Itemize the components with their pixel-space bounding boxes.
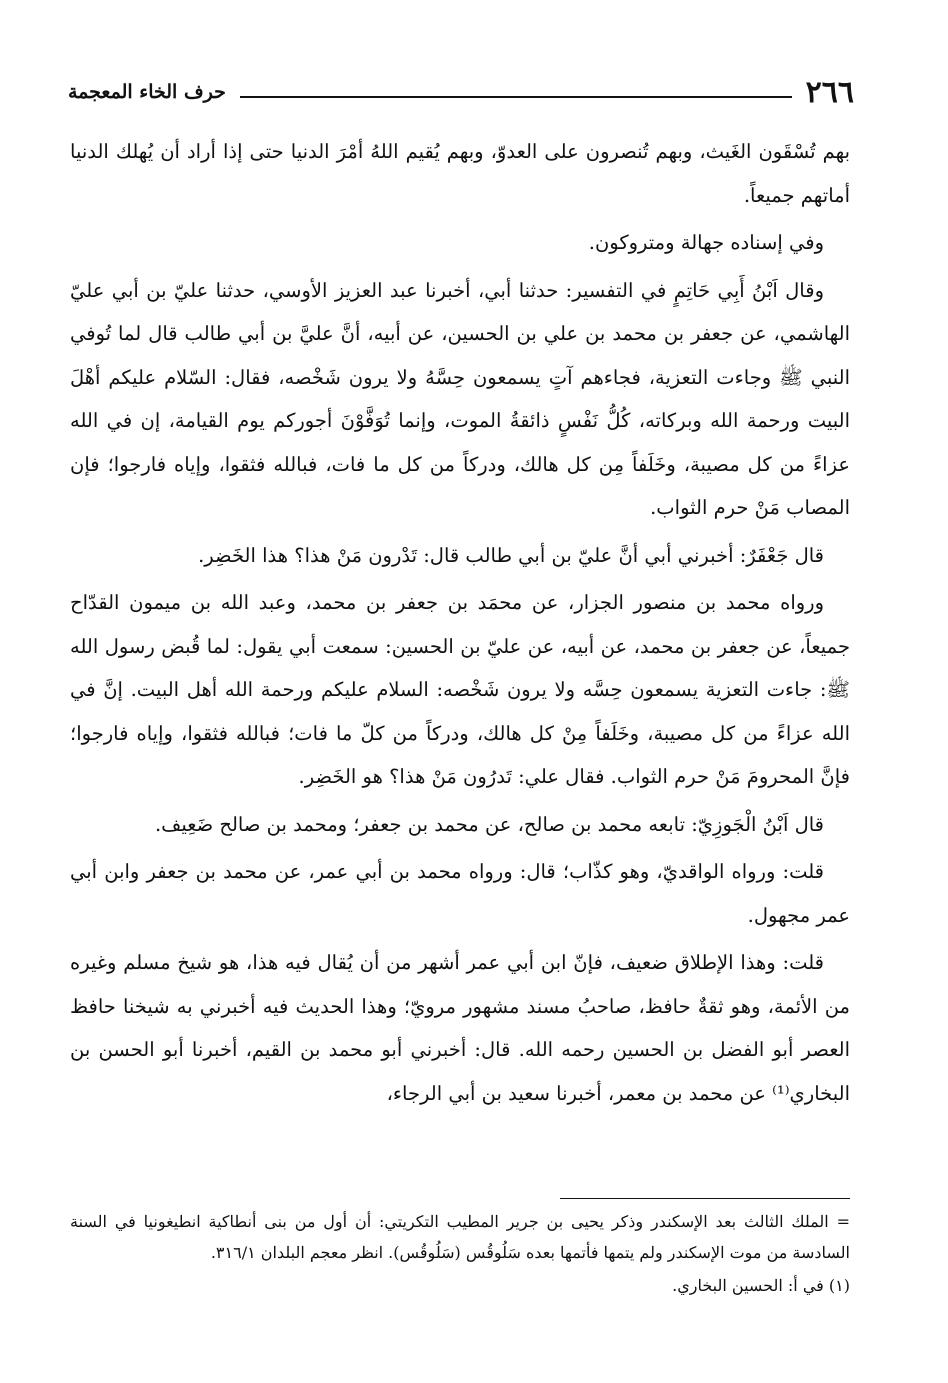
main-text bbox=[70, 130, 850, 1119]
page-header bbox=[68, 72, 854, 112]
page-number: ٢٦٦ bbox=[805, 74, 854, 110]
paragraph: وقال اَبْنُ أَبِي حَاتِمٍ في التفسير: حدثنا أبي، أخبرنا عبد العزيز الأوسي، حدثنا عليّ بن أبي عليّ الهاشمي، عن جعفر بن محمد بن علي بن الحسين، عن أبيه، أنَّ عليَّ بن أبي طالب قال لما تُوفي النبي ﷺ وجاءت التعزية، فجاءهم آتٍ يسمعون حِسَّهُ ولا يرون شَخْصه، فقال: السّلام عليكم أهْلَ البيت ورحمة الله وبركاته، كُلُّ نَفْسٍ ذائقةُ الموت، وإنما تُوَفَّوْنَ أجوركم يوم القيامة، إن في الله عزاءً من كل مصيبة، وخَلَفاً مِن كل هالك، ودركاً من كل ما فات، فبالله فثقوا، وإياه فارجوا؛ فإن المصاب مَنْ حرم الثواب. bbox=[70, 278, 850, 519]
header-rule bbox=[240, 96, 792, 98]
footnote: = الملك الثالث بعد الإسكندر وذكر يحيى بن جرير المطيب التكريتي: أن أول من بنى أنطاكية انطيغونيا في السنة السادسة من موت الإسكندر ولم يتمها فأتمها بعده سَلُوقُس (سَلُوقُس). انظر معجم البلدان ٣١٦/١. bbox=[70, 1212, 851, 1262]
footnote: (١) في أ: الحسين البخاري. bbox=[672, 1276, 850, 1295]
paragraph: بهم تُسْقَون الغَيث، وبهم تُنصرون على العدوّ، وبهم يُقيم اللهُ أمْرَ الدنيا حتى إذا أراد أن يُهلك الدنيا أماتهم جميعاً. bbox=[70, 140, 850, 207]
paragraph: قال جَعْفَرٌ: أخبرني أبي أنَّ عليّ بن أبي طالب قال: تَدْرون مَنْ هذا؟ هذا الخَضِر. bbox=[198, 543, 824, 567]
running-title: حرف الخاء المعجمة bbox=[68, 81, 226, 103]
paragraph: قلت: وهذا الإطلاق ضعيف، فإنّ ابن أبي عمر أشهر من أن يُقال فيه هذا، هو شيخ مسلم وغيره من الأئمة، وهو ثقةٌ حافظ، صاحبُ مسند مشهور مرويّ؛ وهذا الحديث فيه أخبرني به شيخنا حافظ العصر أبو الفضل بن الحسين رحمه الله. قال: أخبرني أبو محمد بن القيم، أخبرنا أبو الحسن بن البخاري⁽¹⁾ عن محمد بن معمر، أخبرنا سعيد بن أبي الرجاء، bbox=[70, 951, 850, 1105]
paragraph: قال اَبْنُ الْجَوزِيّ: تابعه محمد بن صالح، عن محمد بن جعفر؛ ومحمد بن صالح ضَعِيف. bbox=[154, 812, 824, 836]
footnotes bbox=[70, 1206, 850, 1303]
paragraph: ورواه محمد بن منصور الجزار، عن محمَد بن جعفر بن محمد، وعبد الله بن ميمون القدّاح جميعاً، عن جعفر بن محمد، عن أبيه، عن عليّ بن الحسين: سمعت أبي يقول: لما قُبض رسول الله ﷺ: جاءت التعزية يسمعون حِسَّه ولا يرون شَخْصه: السلام عليكم ورحمة الله أهل البيت. إنَّ في الله عزاءً من كل مصيبة، وخَلَفاً مِنْ كل هالك، ودركاً من كلّ ما فات؛ فبالله فثقوا، وإياه فارجوا؛ فإنَّ المحرومَ مَنْ حرم الثواب. فقال علي: تَدرُون مَنْ هذا؟ هو الخَضِر. bbox=[70, 591, 850, 788]
footnote-separator bbox=[560, 1198, 850, 1199]
paragraph: قلت: ورواه الواقديّ، وهو كذّاب؛ قال: ورواه محمد بن أبي عمر، عن محمد بن جعفر وابن أبي عمر مجهول. bbox=[70, 860, 850, 927]
paragraph: وفي إسناده جهالة ومتروكون. bbox=[588, 231, 824, 254]
